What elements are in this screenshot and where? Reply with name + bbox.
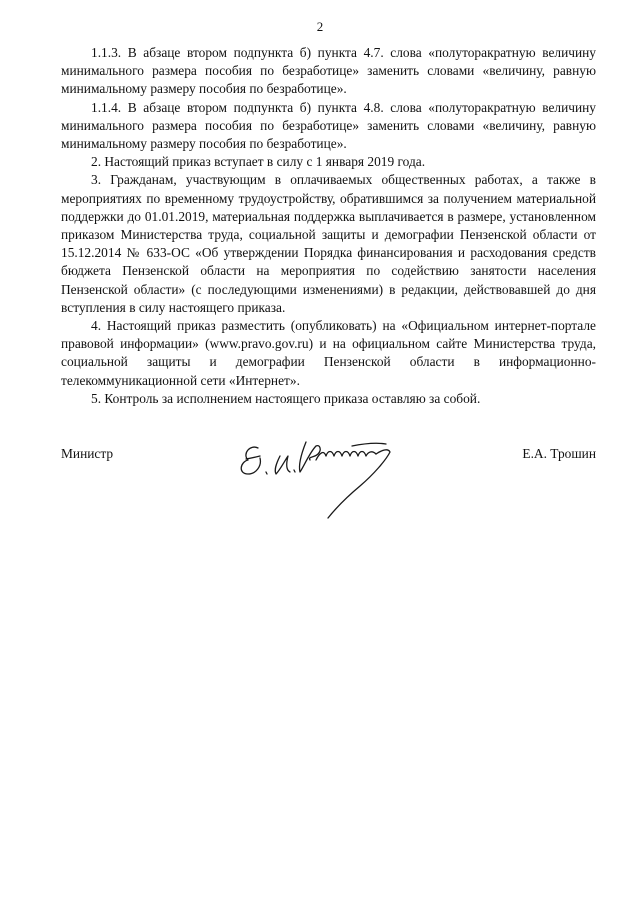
signer-position: Министр xyxy=(61,446,114,461)
paragraph-4: 4. Настоящий приказ разместить (опубликовать) на «Официальном интернет-портале правовой информации» (www.pravo.gov.ru) и на официальном сайте Министерства труда, социальной защиты и демографии Пензенской области в информационно-телекоммуникационной сети «Интернет». xyxy=(61,318,596,388)
signer-name: Е.А. Трошин xyxy=(522,446,596,461)
document-body xyxy=(61,44,596,408)
paragraph-2: 2. Настоящий приказ вступает в силу с 1 января 2019 года. xyxy=(91,154,426,170)
handwritten-signature xyxy=(236,426,411,526)
paragraph-1-1-3: 1.1.3. В абзаце втором подпункта б) пункта 4.7. слова «полуторакратную величину минимального размера пособия по безработице» заменить словами «величину, равную минимальному размеру пособия по безработице». xyxy=(61,45,596,97)
page-number: 2 xyxy=(316,19,324,34)
signature-block xyxy=(61,440,596,540)
paragraph-3: 3. Гражданам, участвующим в оплачиваемых общественных работах, а также в мероприятиях по временному трудоустройству, обратившимся за получением материальной поддержки до 01.01.2019, материальная поддержка выплачивается в размере, установленном приказом Министерства труда, социальной защиты и демографии Пензенской области от 15.12.2014 № 633-ОС «Об утверждении Порядка финансирования и расходования средств бюджета Пензенской области на мероприятия по содействию занятости населения Пензенской области» (с последующими изменениями) в редакции, действовавшей до дня вступления в силу настоящего приказа. xyxy=(61,172,596,315)
paragraph-5: 5. Контроль за исполнением настоящего приказа оставляю за собой. xyxy=(91,390,481,406)
paragraph-1-1-4: 1.1.4. В абзаце втором подпункта б) пункта 4.8. слова «полуторакратную величину минимального размера пособия по безработице» заменить словами «величину, равную минимальному размеру пособия по безработице». xyxy=(61,99,596,152)
